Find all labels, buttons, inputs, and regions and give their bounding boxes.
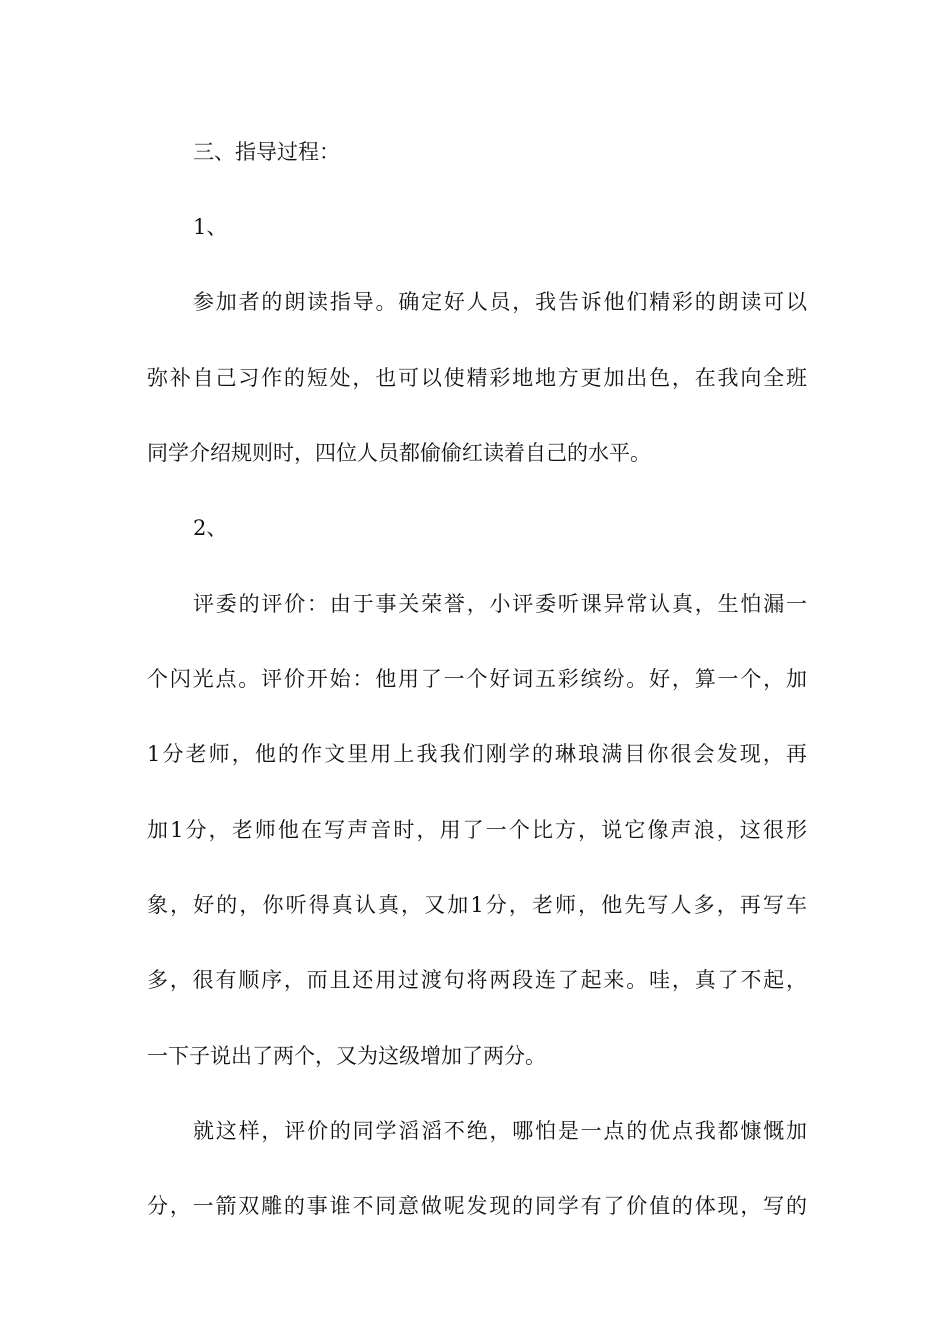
paragraph-line: 分，一箭双雕的事谁不同意做呢发现的同学有了价值的体现，写的 <box>147 1194 807 1218</box>
paragraph-line: 就这样，评价的同学滔滔不绝，哪怕是一点的优点我都慷慨加 <box>193 1119 807 1143</box>
paragraph-line: 1分老师，他的作文里用上我我们刚学的琳琅满目你很会发现，再 <box>147 742 807 766</box>
item-number-2: 2、 <box>193 516 228 540</box>
paragraph-line: 象，好的，你听得真认真，又加1分，老师，他先写人多，再写车 <box>147 893 807 917</box>
paragraph-line: 同学介绍规则时，四位人员都偷偷红读着自己的水平。 <box>147 441 651 465</box>
paragraph-line: 多，很有顺序，而且还用过渡句将两段连了起来。哇，真了不起， <box>147 968 807 992</box>
paragraph-line: 弥补自己习作的短处，也可以使精彩地地方更加出色，在我向全班 <box>147 366 807 390</box>
item-number-1: 1、 <box>193 215 228 239</box>
paragraph-line: 一下子说出了两个，又为这级增加了两分。 <box>147 1044 546 1068</box>
paragraph-line: 个闪光点。评价开始：他用了一个好词五彩缤纷。好，算一个，加 <box>147 667 807 691</box>
section-heading: 三、指导过程： <box>193 140 340 164</box>
paragraph-line: 评委的评价：由于事关荣誉，小评委听课异常认真，生怕漏一 <box>193 592 807 616</box>
paragraph-line: 加1分，老师他在写声音时，用了一个比方，说它像声浪，这很形 <box>147 818 807 842</box>
paragraph-line: 参加者的朗读指导。确定好人员，我告诉他们精彩的朗读可以 <box>193 290 807 314</box>
